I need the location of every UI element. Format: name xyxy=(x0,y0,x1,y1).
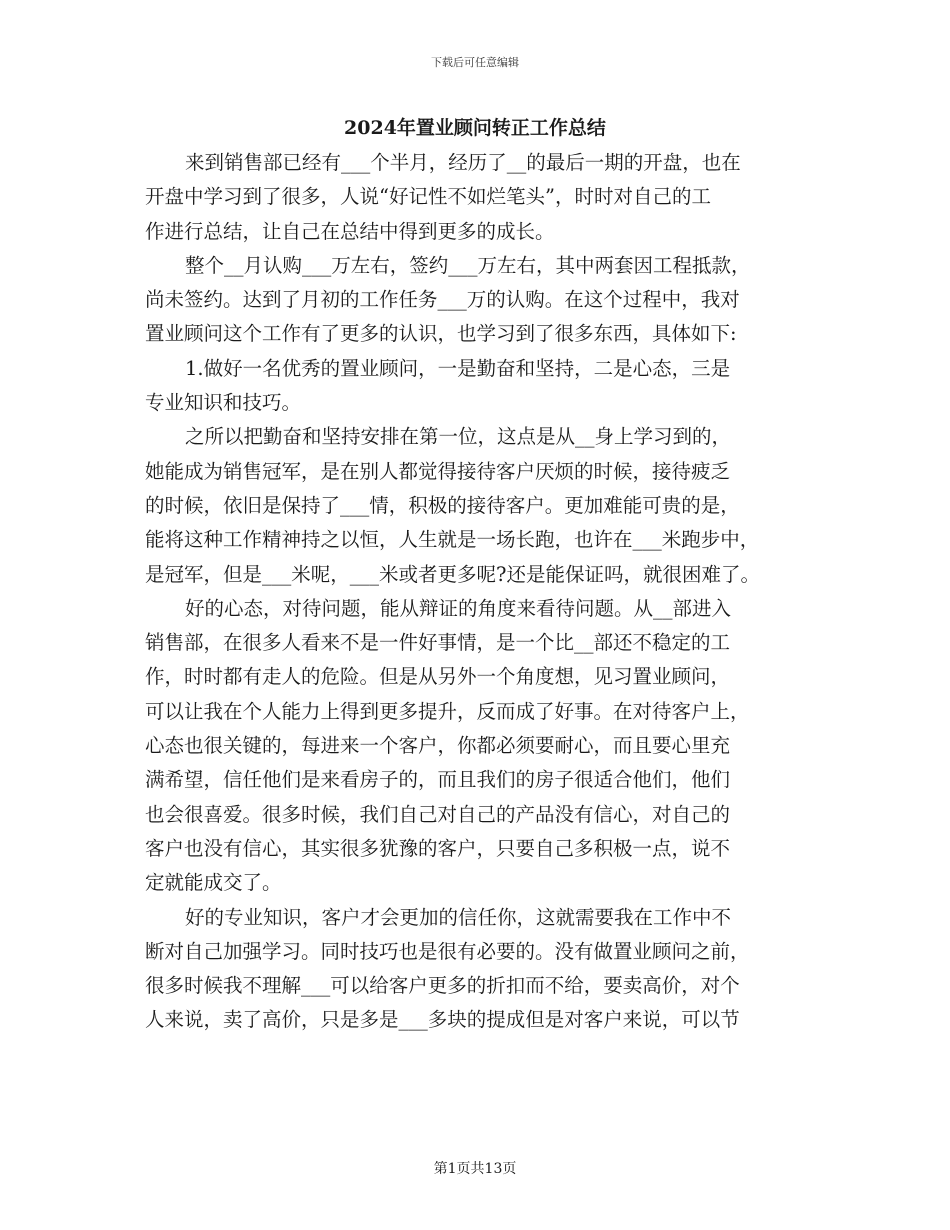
body-line: 也会很喜爱。很多时候，我们自己对自己的产品没有信心，对自己的 xyxy=(145,802,731,826)
body-line: 销售部，在很多人看来不是一件好事情，是一个比__部还不稳定的工 xyxy=(145,631,731,655)
body-line: 1.做好一名优秀的置业顾问，一是勤奋和坚持，二是心态，三是 xyxy=(185,356,731,380)
page-footer: 第1页共13页 xyxy=(433,1161,517,1177)
body-line: 置业顾问这个工作有了更多的认识，也学习到了很多东西，具体如下: xyxy=(145,322,737,346)
body-line: 之所以把勤奋和坚持安排在第一位，这点是从__身上学习到的， xyxy=(185,425,732,449)
body-line: 整个__月认购___万左右，签约___万左右，其中两套因工程抵款， xyxy=(185,253,751,277)
body-line: 定就能成交了。 xyxy=(145,871,282,895)
body-line: 来到销售部已经有___个半月，经历了__的最后一期的开盘，也在 xyxy=(185,151,741,174)
body-line: 可以让我在个人能力上得到更多提升，反而成了好事。在对待客户上， xyxy=(145,699,750,723)
body-line: 能将这种工作精神持之以恒，人生就是一场长跑，也许在___米跑步中， xyxy=(145,528,760,552)
body-line: 很多时候我不理解___可以给客户更多的折扣而不给，要卖高价，对个 xyxy=(145,974,740,998)
body-line: 是冠军，但是___米呢，___米或者更多呢?还是能保证吗，就很困难了。 xyxy=(145,562,760,586)
body-line: 满希望，信任他们是来看房子的，而且我们的房子很适合他们，他们 xyxy=(145,768,731,792)
body-line: 心态也很关键的，每进来一个客户，你都必须要耐心，而且要心里充 xyxy=(145,734,731,758)
body-line: 专业知识和技巧。 xyxy=(145,391,302,415)
body-line: 断对自己加强学习。同时技巧也是很有必要的。没有做置业顾问之前， xyxy=(145,939,750,963)
body-line: 客户也没有信心，其实很多犹豫的客户，只要自己多积极一点，说不 xyxy=(145,836,731,860)
body-line: 好的心态，对待问题，能从辩证的角度来看待问题。从__部进入 xyxy=(185,596,732,620)
body-line: 人来说，卖了高价，只是多是___多块的提成但是对客户来说，可以节 xyxy=(145,1008,740,1032)
body-line: 开盘中学习到了很多，人说“好记性不如烂笔头”，时时对自己的工 xyxy=(145,185,711,209)
body-line: 好的专业知识，客户才会更加的信任你，这就需要我在工作中不 xyxy=(185,905,732,929)
body-line: 作，时时都有走人的危险。但是从另外一个角度想，见习置业顾问， xyxy=(145,665,731,689)
body-line: 作进行总结，让自己在总结中得到更多的成长。 xyxy=(145,219,555,243)
document-body xyxy=(145,146,815,1038)
header-note: 下载后可任意编辑 xyxy=(431,56,519,69)
body-line: 的时候，依旧是保持了___情，积极的接待客户。更加难能可贵的是， xyxy=(145,493,740,517)
document-title: 2024年置业顾问转正工作总结 xyxy=(344,117,606,139)
body-line: 尚未签约。达到了月初的工作任务___万的认购。在这个过程中，我对 xyxy=(145,288,740,312)
body-line: 她能成为销售冠军，是在别人都觉得接待客户厌烦的时候，接待疲乏 xyxy=(145,459,731,483)
